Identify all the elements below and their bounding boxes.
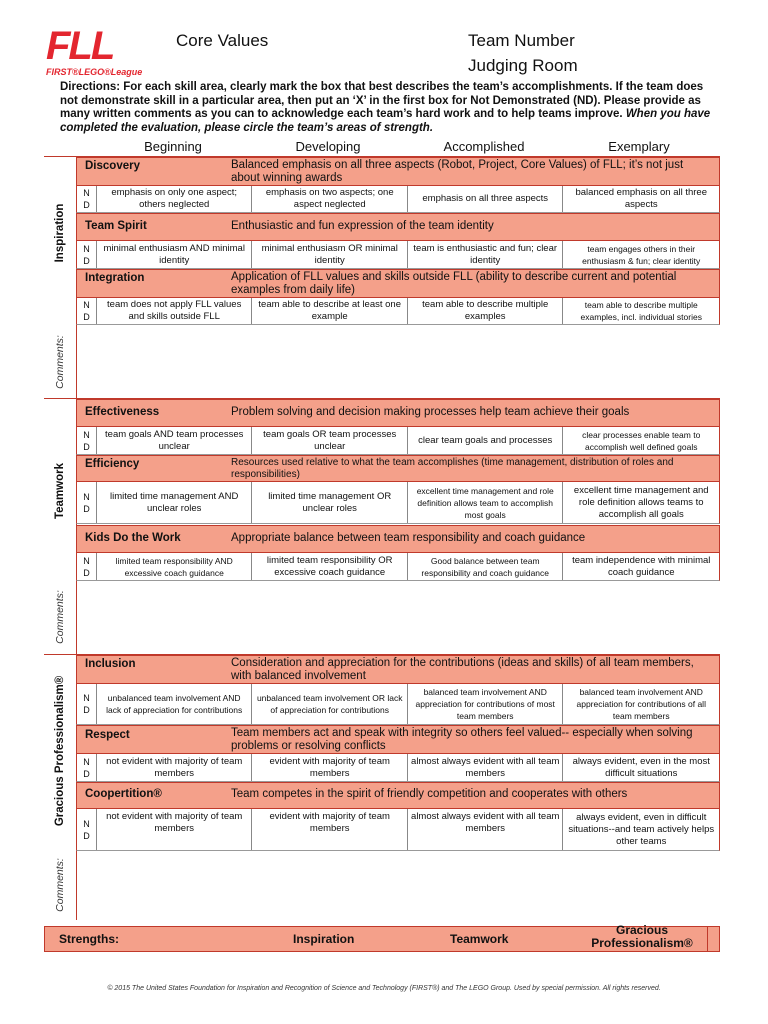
not-demonstrated-box[interactable]: N D: [77, 809, 97, 850]
section-gracious-professionalism: [44, 654, 720, 920]
judging-room-label: Judging Room: [468, 56, 578, 75]
level-accomplished[interactable]: clear team goals and processes: [408, 427, 564, 454]
criterion-team-spirit: [76, 213, 720, 269]
not-demonstrated-box[interactable]: N D: [77, 298, 97, 324]
level-row: [76, 427, 720, 455]
criterion-description: Application of FLL values and skills outside FLL (ability to describe current and potential examples from daily life): [231, 271, 677, 296]
level-developing[interactable]: evident with majority of team members: [252, 809, 408, 850]
criterion-description: Balanced emphasis on all three aspects (Robot, Project, Core Values) of FLL; it’s not just about winning awards: [231, 159, 684, 184]
criterion-respect: [76, 725, 720, 782]
criterion-description: Consideration and appreciation for the contributions (ideas and skills) of all team members, with balanced involvement: [231, 657, 694, 682]
criterion-coopertition: [76, 782, 720, 851]
level-accomplished[interactable]: Good balance between team responsibility and coach guidance: [408, 553, 564, 580]
level-row: [76, 809, 720, 851]
not-demonstrated-box[interactable]: N D: [77, 186, 97, 212]
copyright-notice: © 2015 The United States Foundation for Inspiration and Recognition of Science and Technology (FIRST®) and The LEGO Group. Used by special permission. All rights reserved.: [107, 985, 661, 992]
criterion-description: Team competes in the spirit of friendly competition and cooperates with others: [231, 788, 628, 800]
criterion-header: [76, 455, 720, 482]
criterion-inclusion: [76, 655, 720, 725]
team-number-label: Team Number: [468, 31, 575, 50]
level-exemplary[interactable]: clear processes enable team to accomplish well defined goals: [582, 429, 701, 452]
not-demonstrated-box[interactable]: N D: [77, 684, 97, 724]
section-label-teamwork: Teamwork: [54, 462, 66, 520]
criterion-header: [76, 525, 720, 553]
level-row: [76, 241, 720, 269]
criterion-name: Team Spirit: [85, 220, 147, 232]
level-beginning[interactable]: limited time management AND unclear roles: [97, 482, 253, 523]
level-exemplary[interactable]: team able to describe multiple examples, incl. individual stories: [580, 300, 702, 322]
level-exemplary[interactable]: balanced emphasis on all three aspects: [575, 187, 707, 210]
page-title: Core Values: [176, 31, 269, 50]
criterion-description: Appropriate balance between team responsibility and coach guidance: [231, 532, 586, 544]
not-demonstrated-box[interactable]: N D: [77, 241, 97, 268]
level-developing[interactable]: emphasis on two aspects; one aspect neglected: [252, 186, 408, 212]
level-exemplary[interactable]: always evident, even in difficult situations--and team actively helps other teams: [568, 811, 715, 847]
level-developing[interactable]: team able to describe at least one example: [252, 298, 408, 324]
criterion-name: Effectiveness: [85, 406, 160, 418]
comments-label-gracious-professionalism: Comments:: [54, 858, 66, 912]
level-developing[interactable]: limited time management OR unclear roles: [252, 482, 408, 523]
level-accomplished[interactable]: almost always evident with all team members: [408, 809, 564, 850]
strength-teamwork[interactable]: Teamwork: [450, 932, 509, 946]
level-exemplary[interactable]: team independence with minimal coach guidance: [572, 554, 711, 578]
directions: [60, 81, 720, 135]
not-demonstrated-box[interactable]: N D: [77, 754, 97, 781]
level-row: [76, 684, 720, 725]
criterion-description: Problem solving and decision making processes help team achieve their goals: [231, 406, 630, 418]
level-exemplary[interactable]: team engages others in their enthusiasm & fun; clear identity: [582, 243, 701, 266]
level-beginning[interactable]: not evident with majority of team members: [97, 809, 253, 850]
criterion-name: Integration: [85, 272, 145, 284]
level-beginning[interactable]: minimal enthusiasm AND minimal identity: [97, 241, 253, 268]
criterion-discovery: [76, 157, 720, 213]
level-developing[interactable]: team goals OR team processes unclear: [252, 427, 408, 454]
level-row: [76, 482, 720, 524]
criterion-name: Coopertition®: [85, 788, 162, 800]
criterion-effectiveness: [76, 399, 720, 455]
strengths-label: Strengths:: [59, 932, 119, 946]
criterion-integration: [76, 269, 720, 325]
criterion-name: Inclusion: [85, 658, 136, 670]
strength-inspiration[interactable]: Inspiration: [293, 932, 355, 946]
fll-logo-text: FLL: [46, 24, 114, 68]
level-exemplary[interactable]: always evident, even in the most difficult situations: [572, 755, 710, 779]
criterion-description: Team members act and speak with integrity so others feel valued-- especially when solving problems or resolving conflicts: [231, 727, 693, 752]
level-accomplished[interactable]: emphasis on all three aspects: [408, 186, 564, 212]
fll-logo-subtitle: FIRST®LEGO®League: [46, 67, 143, 77]
criterion-header: [76, 725, 720, 754]
strength-gp-line1: Gracious: [615, 923, 669, 937]
level-beginning[interactable]: team does not apply FLL values and skills outside FLL: [97, 298, 253, 324]
criterion-header: [76, 157, 720, 186]
criterion-header: [76, 655, 720, 684]
column-exemplary: Exemplary: [608, 139, 670, 154]
level-accomplished[interactable]: team able to describe multiple examples: [408, 298, 564, 324]
criterion-description: Enthusiastic and fun expression of the team identity: [231, 220, 494, 232]
criterion-name: Discovery: [85, 160, 140, 172]
not-demonstrated-box[interactable]: N D: [77, 427, 97, 454]
level-developing[interactable]: unbalanced team involvement OR lack of appreciation for contributions: [252, 684, 408, 724]
level-exemplary[interactable]: balanced team involvement AND appreciation for contributions of all team members: [576, 687, 706, 721]
level-exemplary[interactable]: excellent time management and role definition allows teams to accomplish all goals: [573, 484, 709, 520]
level-row: [76, 754, 720, 782]
section-label-gracious-professionalism: Gracious Professionalism®: [54, 675, 66, 827]
strength-gracious-professionalism[interactable]: [587, 924, 697, 950]
level-row: [76, 553, 720, 581]
section-label-inspiration: Inspiration: [54, 203, 66, 263]
directions-italic: When you have completed the evaluation, please circle the team’s areas of strength.: [60, 108, 711, 134]
criterion-name: Efficiency: [85, 458, 140, 470]
not-demonstrated-box[interactable]: N D: [77, 482, 97, 523]
section-inspiration: [44, 156, 720, 398]
level-developing[interactable]: limited team responsibility OR excessive coach guidance: [252, 553, 408, 580]
strengths-bar: [44, 923, 720, 952]
fll-logo: [46, 26, 156, 77]
criterion-name: Respect: [85, 729, 130, 741]
level-row: [76, 298, 720, 325]
criterion-header: [76, 213, 720, 241]
not-demonstrated-box[interactable]: N D: [77, 553, 97, 580]
level-developing[interactable]: evident with majority of team members: [252, 754, 408, 781]
level-beginning[interactable]: unbalanced team involvement AND lack of appreciation for contributions: [97, 684, 253, 724]
level-accomplished[interactable]: balanced team involvement AND appreciation for contributions of most team members: [408, 684, 564, 724]
criterion-header: [76, 269, 720, 298]
criterion-header: [76, 399, 720, 427]
column-developing: Developing: [295, 139, 361, 154]
directions-text: Directions: For each skill area, clearly mark the box that best describes the team’s accomplishments. If the team does not demonstrate skill in a particular area, then put an ‘X’ in the first box for Not Demonstrated (ND). Please provide as many written comments as you can to acknowledge each team’s hard work and to help teams improve.: [60, 81, 704, 120]
strength-gp-line2: Professionalism®: [591, 936, 693, 950]
level-row: [76, 186, 720, 213]
column-accomplished: Accomplished: [443, 139, 525, 154]
criterion-header: [76, 782, 720, 809]
comments-label-inspiration: Comments:: [54, 335, 66, 389]
level-beginning[interactable]: not evident with majority of team members: [97, 754, 253, 781]
level-accomplished[interactable]: excellent time management and role definition allows team to accomplish most goals: [408, 482, 564, 523]
criterion-efficiency: [76, 455, 720, 524]
level-beginning[interactable]: team goals AND team processes unclear: [97, 427, 253, 454]
level-beginning[interactable]: emphasis on only one aspect; others neglected: [97, 186, 253, 212]
criterion-kids-do-the-work: [76, 525, 720, 581]
level-accomplished[interactable]: almost always evident with all team members: [408, 754, 564, 781]
column-beginning: Beginning: [144, 139, 202, 154]
comments-label-teamwork: Comments:: [54, 590, 66, 644]
criterion-description: Resources used relative to what the team accomplishes (time management, distribution of roles and responsibilities): [231, 457, 674, 480]
criterion-name: Kids Do the Work: [85, 532, 181, 544]
strengths-divider: [707, 927, 708, 951]
level-accomplished[interactable]: team is enthusiastic and fun; clear identity: [408, 241, 564, 268]
level-beginning[interactable]: limited team responsibility AND excessive coach guidance: [97, 553, 253, 580]
level-developing[interactable]: minimal enthusiasm OR minimal identity: [252, 241, 408, 268]
section-teamwork: [44, 398, 720, 654]
